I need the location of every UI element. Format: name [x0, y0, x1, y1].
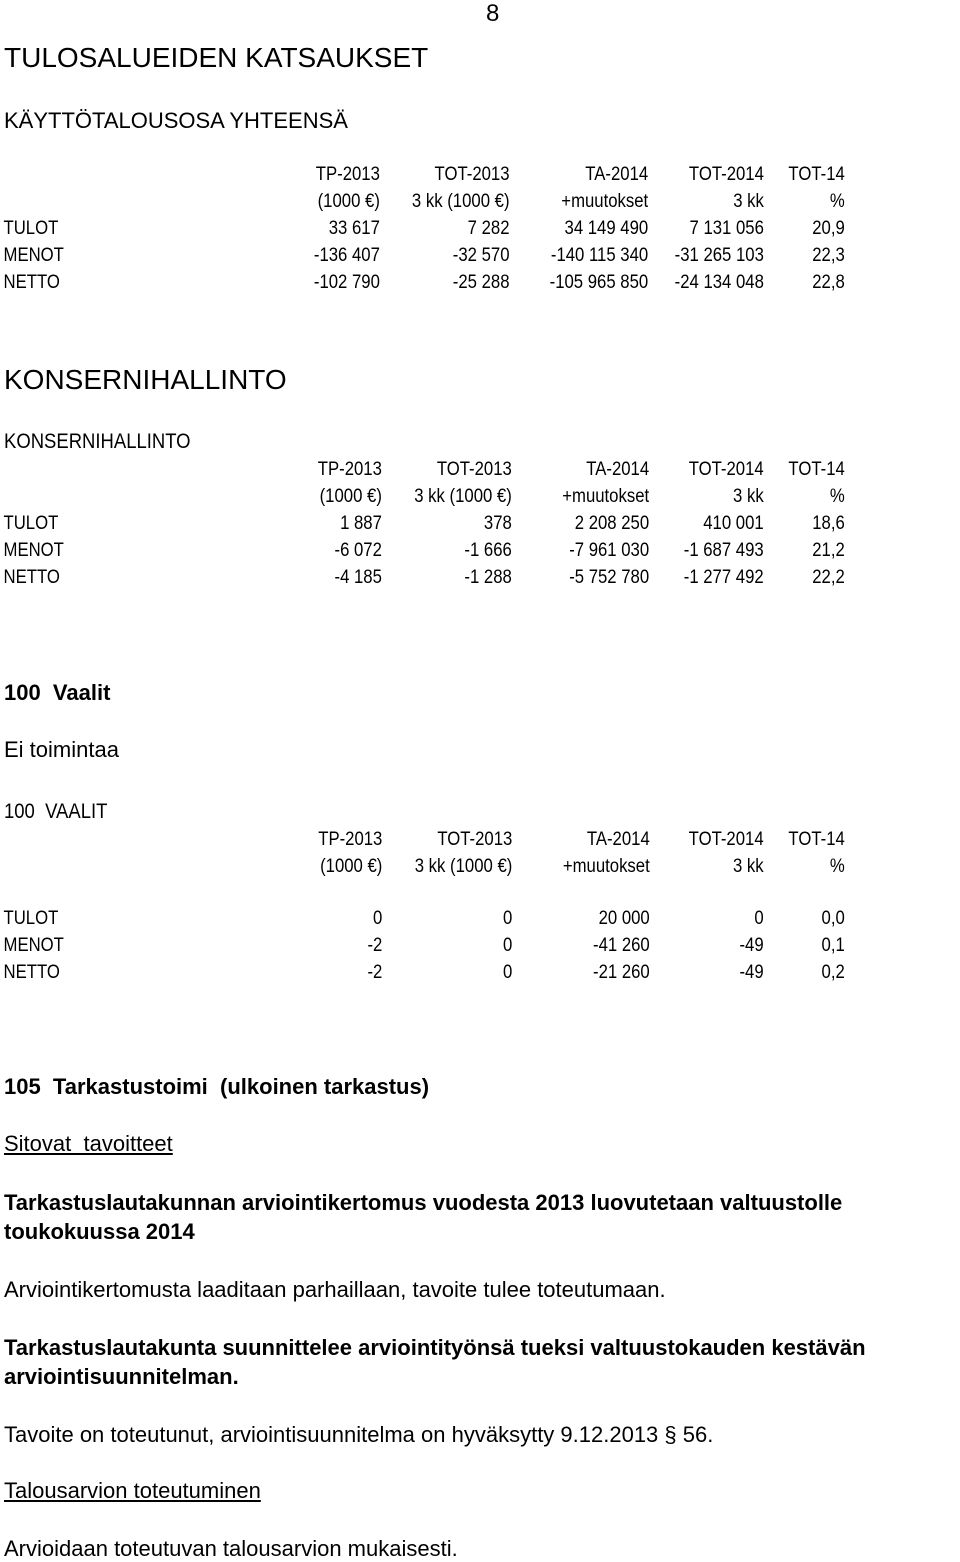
table-cell: 0,2 — [821, 962, 845, 983]
column-subheader: (1000 €) — [319, 486, 382, 507]
column-subheader: 3 kk — [732, 856, 764, 877]
column-subheader: 3 kk (1000 €) — [414, 856, 513, 877]
table-cell: -4 185 — [334, 567, 382, 588]
table-cell: -2 — [367, 962, 383, 983]
goal-status-text: Arviointikertomusta laaditaan parhaillaan, tavoite tulee toteutumaan. — [4, 1277, 666, 1302]
budget-text: Arvioidaan toteutuvan talousarvion mukaisesti. — [4, 1536, 458, 1561]
column-header: TOT-2014 — [688, 164, 764, 185]
table-cell: -7 961 030 — [569, 540, 650, 561]
column-header: TOT-2013 — [437, 829, 513, 850]
row-label: TULOT — [3, 908, 59, 929]
binding-goals-heading: Sitovat tavoitteet — [4, 1131, 173, 1156]
table-cell: -49 — [739, 962, 764, 983]
table-cell: 1 887 — [340, 513, 382, 534]
table-cell: 21,2 — [812, 540, 845, 561]
column-header: TOT-2014 — [688, 459, 764, 480]
column-subheader: 3 kk (1000 €) — [411, 191, 510, 212]
column-header: TOT-2013 — [436, 459, 512, 480]
column-header: TP-2013 — [315, 164, 380, 185]
table-cell: -1 666 — [464, 540, 512, 561]
table-cell: 410 001 — [703, 513, 764, 534]
column-header: TA-2014 — [585, 164, 649, 185]
row-label: TULOT — [3, 513, 59, 534]
table-cell: 378 — [483, 513, 512, 534]
section-heading-group-administration: KONSERNIHALLINTO — [4, 364, 287, 395]
table-cell: 0 — [373, 908, 383, 929]
column-subheader: +muutokset — [562, 856, 650, 877]
section-heading-audit: 105 Tarkastustoimi (ulkoinen tarkastus) — [4, 1074, 430, 1099]
row-label: NETTO — [3, 272, 60, 293]
table-row — [0, 959, 845, 986]
table-cell: -140 115 340 — [550, 245, 649, 266]
table-cell: 0,1 — [821, 935, 845, 956]
table-cell: -49 — [739, 935, 764, 956]
status-text: Tavoite on toteutunut, arviointisuunnitelma on hyväksytty 9.12.2013 — [4, 1422, 665, 1447]
table-cell: -6 072 — [334, 540, 382, 561]
table-cell: -32 570 — [452, 245, 510, 266]
table-cell: -105 965 850 — [549, 272, 649, 293]
table-cell: -102 790 — [313, 272, 380, 293]
column-subheader: 3 kk — [733, 486, 764, 507]
table-cell: 0 — [503, 908, 513, 929]
table-header-row — [0, 188, 845, 215]
table-row — [0, 932, 845, 959]
table-cell: -1 687 493 — [683, 540, 764, 561]
financial-table-operating-total — [0, 161, 845, 296]
section-sign-icon: § — [664, 1422, 677, 1447]
column-header: TOT-14 — [788, 459, 845, 480]
table-cell: 0 — [754, 908, 764, 929]
goal-status-text — [4, 1420, 954, 1449]
column-header: TOT-2014 — [688, 829, 764, 850]
table-cell: 0,0 — [821, 908, 845, 929]
table-cell: -21 260 — [593, 962, 650, 983]
column-header: TP-2013 — [317, 459, 382, 480]
goal-text: Tarkastuslautakunta suunnittelee arviointityönsä tueksi valtuustokauden kestävän arviointisuunnitelman. — [4, 1335, 866, 1389]
table-cell: 7 282 — [467, 218, 510, 239]
row-label: NETTO — [3, 567, 60, 588]
column-subheader: (1000 €) — [320, 856, 383, 877]
column-subheader: +muutokset — [561, 191, 649, 212]
row-label: MENOT — [3, 540, 64, 561]
table-cell: 7 131 056 — [689, 218, 764, 239]
table-cell: -41 260 — [593, 935, 650, 956]
table-cell: 34 149 490 — [564, 218, 649, 239]
table-cell: 0 — [503, 935, 513, 956]
table-cell: 22,2 — [812, 567, 845, 588]
column-subheader: +muutokset — [562, 486, 650, 507]
page-number: 8 — [486, 0, 500, 27]
table-row — [0, 564, 845, 591]
table-header-row — [0, 483, 845, 510]
table-cell: 20,9 — [812, 218, 845, 239]
row-label: MENOT — [3, 935, 64, 956]
goal-text: Tarkastuslautakunnan arviointikertomus vuodesta 2013 luovutetaan valtuustolle toukokuussa 2014 — [4, 1190, 843, 1244]
column-header: TOT-14 — [788, 829, 845, 850]
table-header-row — [0, 161, 845, 188]
table-header-row — [0, 826, 845, 853]
table-row — [0, 510, 845, 537]
column-subheader: (1000 €) — [317, 191, 380, 212]
table-spacer — [0, 880, 845, 905]
financial-table-group-administration — [0, 456, 845, 591]
table-header-row — [0, 853, 845, 880]
column-subheader: % — [829, 856, 845, 877]
section-reference: 56. — [682, 1422, 714, 1447]
section-heading-elections: 100 Vaalit — [4, 680, 111, 705]
table-cell: -1 288 — [464, 567, 512, 588]
section-heading-operating-total: KÄYTTÖTALOUSOSA YHTEENSÄ — [4, 108, 348, 133]
table-header-row — [0, 456, 845, 483]
table-cell: -24 134 048 — [674, 272, 764, 293]
row-label: NETTO — [3, 962, 60, 983]
section-note: Ei toimintaa — [4, 737, 119, 762]
table-cell: 22,8 — [812, 272, 845, 293]
table-row — [0, 537, 845, 564]
table-cell: 0 — [503, 962, 513, 983]
column-header: TA-2014 — [586, 829, 650, 850]
column-header: TOT-14 — [788, 164, 845, 185]
column-subheader: 3 kk — [733, 191, 764, 212]
column-header: TP-2013 — [318, 829, 383, 850]
column-subheader: % — [829, 486, 845, 507]
budget-heading: Talousarvion toteutuminen — [4, 1478, 261, 1503]
table-row — [0, 242, 845, 269]
table-cell: -136 407 — [313, 245, 380, 266]
table-cell: 20 000 — [598, 908, 650, 929]
subsection-heading: 100 VAALIT — [4, 800, 108, 823]
table-cell: 18,6 — [812, 513, 845, 534]
row-label: MENOT — [3, 245, 64, 266]
table-cell: -5 752 780 — [569, 567, 650, 588]
table-cell: -31 265 103 — [674, 245, 764, 266]
table-cell: 2 208 250 — [574, 513, 650, 534]
row-label: TULOT — [3, 218, 59, 239]
page-title: TULOSALUEIDEN KATSAUKSET — [4, 42, 429, 73]
table-cell: -1 277 492 — [683, 567, 764, 588]
column-subheader: 3 kk (1000 €) — [414, 486, 512, 507]
column-header: TA-2014 — [586, 459, 650, 480]
financial-table-elections — [0, 826, 845, 986]
column-header: TOT-2013 — [434, 164, 510, 185]
column-subheader: % — [829, 191, 845, 212]
table-cell: 33 617 — [328, 218, 380, 239]
table-row — [0, 215, 845, 242]
table-cell: -2 — [367, 935, 383, 956]
table-cell: -25 288 — [452, 272, 510, 293]
table-row — [0, 269, 845, 296]
subsection-heading: KONSERNIHALLINTO — [4, 430, 191, 453]
table-cell: 22,3 — [812, 245, 845, 266]
table-row — [0, 905, 845, 932]
